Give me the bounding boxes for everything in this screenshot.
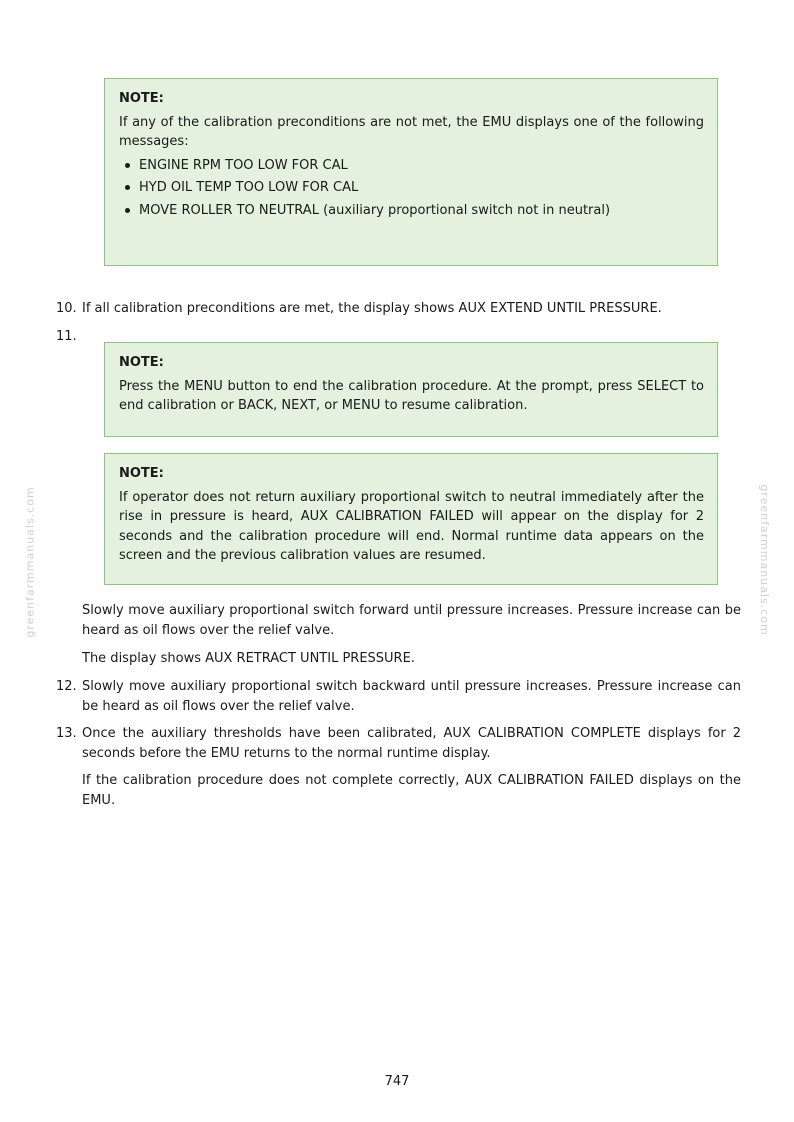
page-number: 747	[384, 1074, 410, 1089]
note-title: NOTE:	[119, 91, 164, 106]
step-text: If all calibration preconditions are met, the display shows AUX EXTEND UNTIL PRESSURE.	[82, 301, 662, 316]
step-number: 13.	[56, 726, 77, 741]
list-item: ENGINE RPM TOO LOW FOR CAL	[125, 156, 704, 176]
step-text: Once the auxiliary thresholds have been calibrated, AUX CALIBRATION COMPLETE displays for 2 seconds before the EMU returns to the normal runtime display.	[82, 726, 741, 761]
step-text: If the calibration procedure does not complete correctly, AUX CALIBRATION FAILED displays on the EMU.	[82, 773, 741, 808]
step-number: 10.	[56, 301, 77, 316]
watermark-left: greenfarmmanuals.com	[23, 486, 37, 638]
step-text: Slowly move auxiliary proportional switch forward until pressure increases. Pressure increase can be heard as oil flows over the relief valve.	[82, 603, 741, 638]
note-text: If any of the calibration preconditions are not met, the EMU displays one of the following messages:	[119, 114, 704, 149]
message-list	[119, 156, 704, 221]
note-text: Press the MENU button to end the calibration procedure. At the prompt, press SELECT to end calibration or BACK, NEXT, or MENU to resume calibration.	[119, 378, 704, 413]
step-number: 12.	[56, 679, 77, 694]
watermark-right: greenfarmmanuals.com	[757, 484, 771, 636]
note-title: NOTE:	[119, 466, 164, 481]
list-item: MOVE ROLLER TO NEUTRAL (auxiliary proportional switch not in neutral)	[125, 201, 704, 221]
note-box-failure	[104, 453, 718, 585]
note-title: NOTE:	[119, 355, 164, 370]
note-box-menu	[104, 342, 718, 437]
note-box-preconditions	[104, 78, 718, 266]
step-text: The display shows AUX RETRACT UNTIL PRESSURE.	[82, 651, 415, 666]
list-item: HYD OIL TEMP TOO LOW FOR CAL	[125, 178, 704, 198]
note-text: If operator does not return auxiliary proportional switch to neutral immediately after the rise in pressure is heard, AUX CALIBRATION FAILED will appear on the display for 2 seconds and the calibration procedure will end. Normal runtime data appears on the screen and the previous calibration values are resumed.	[119, 489, 704, 563]
step-text: Slowly move auxiliary proportional switch backward until pressure increases. Pressure increase can be heard as oil flows over the relief valve.	[82, 679, 741, 714]
step-number: 11.	[56, 329, 77, 344]
